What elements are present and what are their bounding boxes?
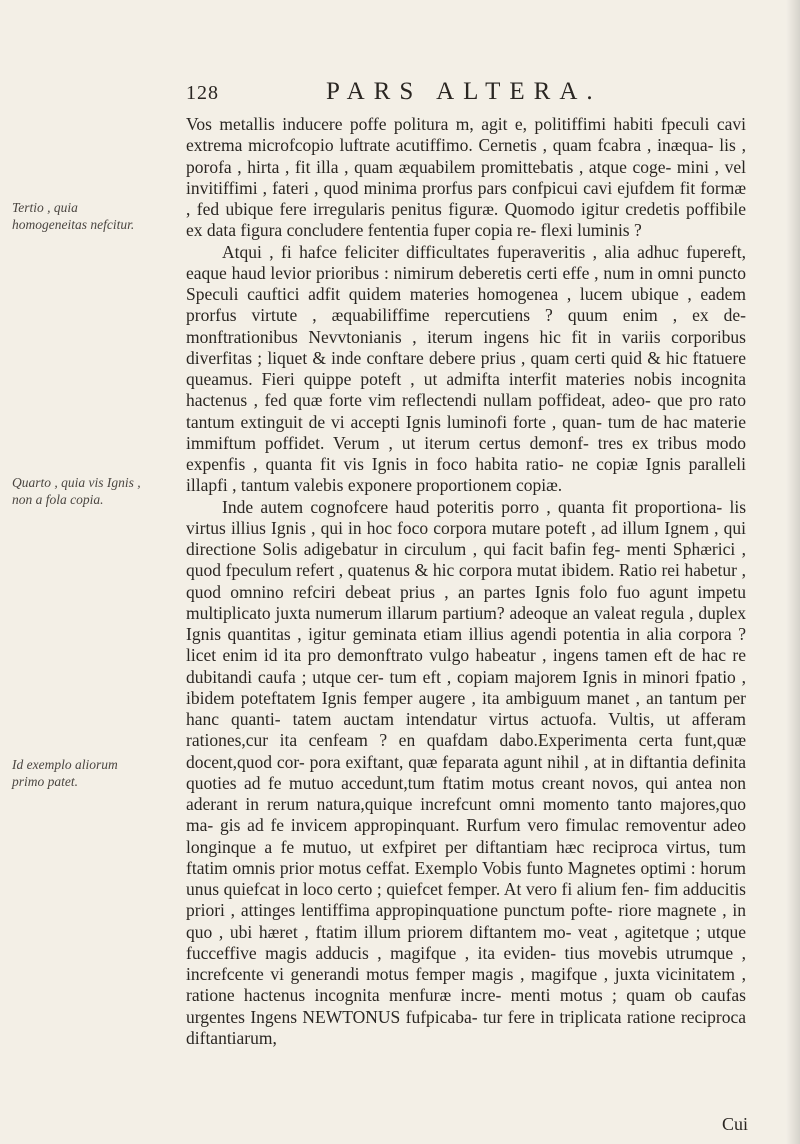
catchword: Cui bbox=[721, 1114, 748, 1134]
margin-note-tertio: Tertio , quia homogeneitas nefcitur. bbox=[12, 200, 135, 232]
main-text bbox=[186, 114, 746, 1049]
page-header bbox=[186, 78, 746, 106]
page-number: 128 bbox=[186, 82, 219, 104]
paragraph: Inde autem cognofcere haud poteritis porro , quanta fit proportiona- lis virtus illius Ignis , qui in hoc foco corpora mutare poteft , ad illum Ignem , qui directione Solis adigebatur in circulum , qui facit bafin feg- menti Sphærici , quod fpeculum refert , quatenus & hic corpora mutat ibidem. Ratio rei habetur , quod omnino refciri debeat prius , an partes Ignis folo fuo agunt impetu multiplicato juxta numerum illarum partium? adeoque an valeat regula , duplex Ignis quantitas , igitur geminata etiam illius agendi potentia in alia corpora ? licet enim id ita pro demonftrato vulgo habeatur , ingens tamen eft de hac re dubitandi caufa ; utque cer- tum eft , copiam majorem Ignis in minori fpatio , ibidem poteftatem Ignis femper augere , ita ambiguum manet , an tantum per hanc quanti- tatem auctam intendatur virtus actuofa. Vultis, ut afferam rationes,cur ita cenfeam ? en quafdam dabo.Experimenta certa funt,quæ docent,quod cor- pora exiftant, quæ feparata agunt nihil , at in diftantia definita quoties ad fe mutuo accedunt,tum ftatim motus creant novos, qui antea non aderant in rerum natura,quique increfcunt omni momento tanto majores,quo ma- gis ad fe invicem appropinquant. Rurfum vero fimulac removentur adeo longinque a fe mutuo, ut exfpiret per diftantiam hæc reciproca virtus, tum ftatim omnis prior motus ceffat. Exemplo Vobis funto Magnetes optimi : horum unus quiefcat in loco certo ; quiefcet femper. At vero fi alium fen- fim adducitis priori , attinges lentiffima appropinquatione punctum pofte- riore magnete , in quo , ubi hæret , ftatim illum priorem diftantem mo- veat , agitetque ; utque fucceffive magis adducis , magifque , ita eviden- tius movebis utrumque , increfcente vi generandi motus femper magis , magifque , juxta vicinitatem , ratione hactenus incognita menfuræ incre- menti motus ; quam ob caufas urgentes Ingens NEWTONUS fufpicaba- tur fere in triplicata ratione reciproca diftantiarum, bbox=[186, 496, 746, 1048]
margin-note-exemplo: Id exemplo aliorum primo patet. bbox=[12, 757, 118, 789]
paragraph: Atqui , fi hafce feliciter difficultates fuperaveritis , alia adhuc fupereft, eaque haud levior prioribus : nimirum deberetis certi effe , num in omni puncto Speculi cauftici adfit quidem materies homogenea , lucem ubique , eadem prorfus virtute , æquabiliffime repercutiens ? quum enim , ex de- monftrationibus Nevvtonianis , iterum ingens hic fit in variis corporibus diverfitas ; liquet & inde conftare debere prius , quam certi quid & hic ftatuere queamus. Fieri quippe poteft , ut admifta interfit materies nobis incognita hactenus , fed quæ forte vim reflectendi nullam poffideat, adeo- que pro rato tantum extinguit de vi accepti Ignis luminofi forte , quan- tum de hac materie immiftum poffidet. Verum , ut iterum certus demonf- tres ex tribus modo expenfis , quanta fit vis Ignis in foco habita ratio- ne copiæ Ignis paralleli illapfi , tantum valebis exponere proportionem copiæ. bbox=[186, 241, 746, 496]
page-edge-shadow bbox=[786, 0, 800, 1144]
margin-note-quarto: Quarto , quia vis Ignis , non a fola copia. bbox=[12, 475, 141, 507]
paragraph: Vos metallis inducere poffe politura m, agit e, politiffimi habiti fpeculi cavi extrema microfcopio luftrate acutiffimo. Cernetis , quam fcabra , inæqua- lis , porofa , hirta , fit illa , quam æquabilem promittebatis , atque coge- mini , vel invitiffimi , fateri , quod minima prorfus pars confpicui cavi ejufdem fit formæ , fed ubique fere irregularis penitus figuræ. Quomodo igitur credetis poffibile ex data figura concludere fententia fuper copia re- flexi luminis ? bbox=[186, 114, 746, 241]
running-head: PARS ALTERA. bbox=[326, 78, 602, 105]
